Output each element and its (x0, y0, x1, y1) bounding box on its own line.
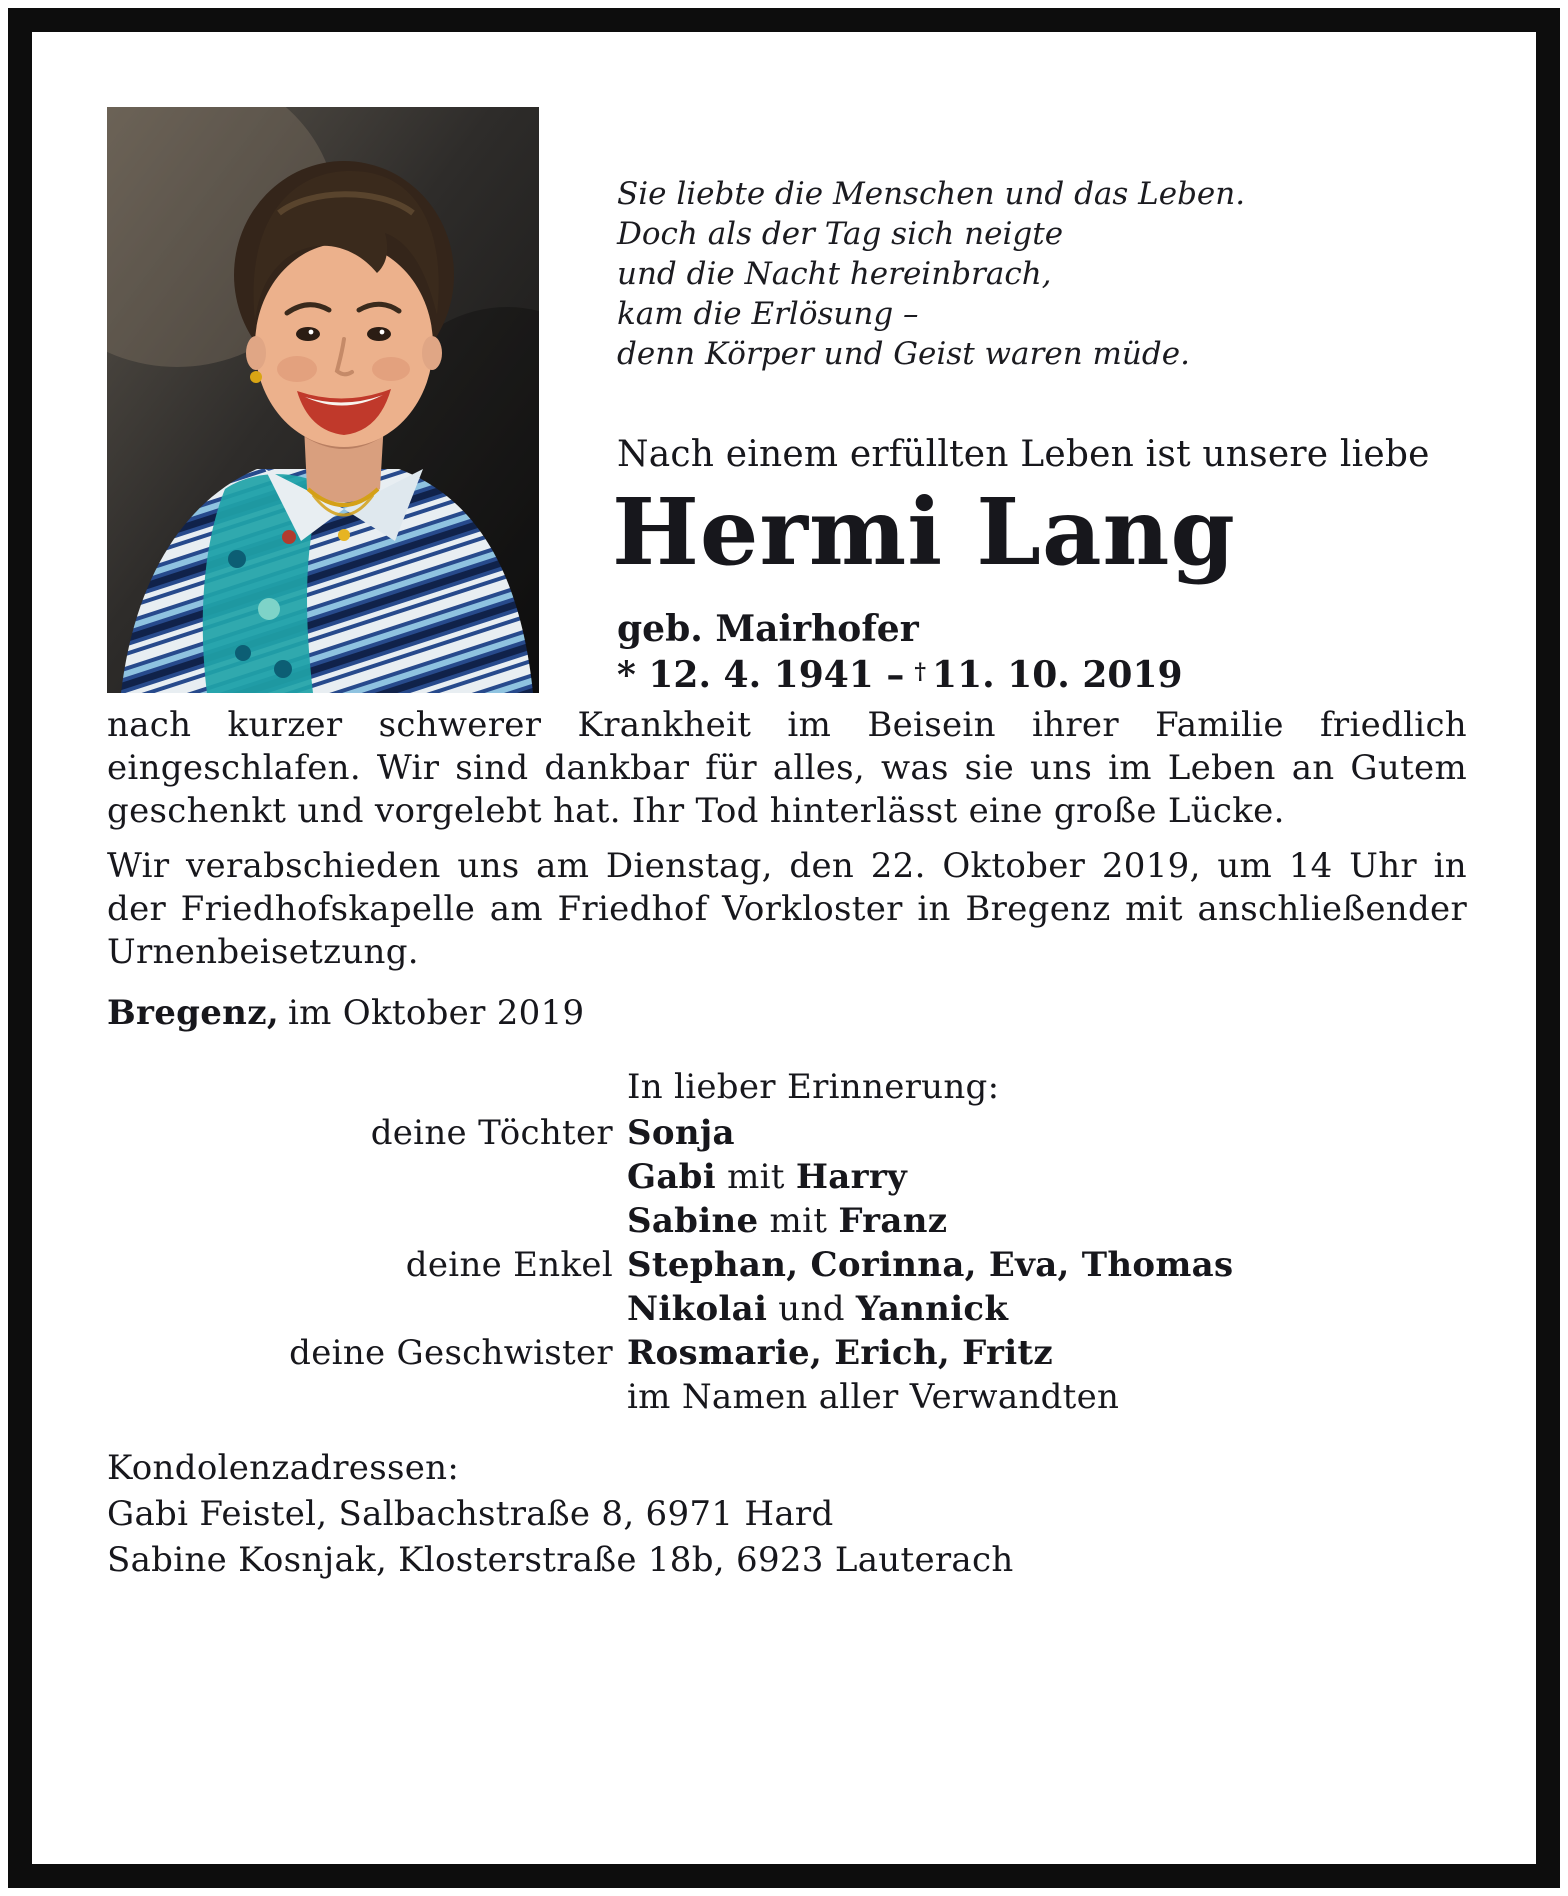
memorial-poem (617, 174, 1245, 374)
portrait-illustration (107, 107, 539, 693)
place-city: Bregenz, (107, 993, 279, 1033)
memoriam-relation-label (107, 1287, 613, 1331)
memoriam-row (107, 1287, 1467, 1331)
announcement-body (107, 704, 1467, 1583)
poem-line: denn Körper und Geist waren müde. (617, 336, 1190, 372)
memoriam-section (107, 1065, 1467, 1419)
memoriam-row (107, 1243, 1467, 1287)
death-date: 11. 10. 2019 (932, 654, 1183, 696)
memoriam-row (107, 1331, 1467, 1375)
condolence-section (107, 1445, 1467, 1583)
paragraph-death: nach kurzer schwerer Krankheit im Beisein ihrer Familie friedlich eingeschlafen. Wir sind dankbar für alles, was sie uns im Leben an Gutem geschenkt und vorgelebt hat. Ihr Tod hinterlässt eine große Lücke. (107, 705, 1467, 831)
memoriam-names: Rosmarie, Erich, Fritz (627, 1333, 1054, 1373)
poem-line: und die Nacht hereinbrach, (617, 256, 1052, 292)
dagger-symbol: † (914, 658, 927, 685)
memoriam-relation-label: deine Töchter (370, 1113, 613, 1153)
memoriam-names: Sonja (627, 1113, 735, 1153)
memoriam-relation-label: deine Enkel (405, 1245, 613, 1285)
condolence-address: Gabi Feistel, Salbachstraße 8, 6971 Hard (107, 1494, 834, 1534)
memoriam-row (107, 1375, 1467, 1419)
birth-date: * 12. 4. 1941 – (617, 654, 905, 696)
memoriam-names: Gabi mit Harry (627, 1157, 908, 1197)
memoriam-relation-label: deine Geschwister (289, 1333, 613, 1373)
memoriam-relation-label (107, 1375, 613, 1419)
poem-line: kam die Erlösung – (617, 296, 919, 332)
memoriam-row (107, 1111, 1467, 1155)
obituary-sheet (8, 8, 1560, 1888)
memoriam-names: im Namen aller Verwandten (627, 1377, 1120, 1417)
condolence-heading: Kondolenzadressen: (107, 1448, 460, 1488)
memoriam-relation-label (107, 1155, 613, 1199)
memoriam-rows (107, 1111, 1467, 1419)
place-month: im Oktober 2019 (287, 993, 585, 1033)
memoriam-row (107, 1155, 1467, 1199)
paragraph-farewell: Wir verabschieden uns am Dienstag, den 22. Oktober 2019, um 14 Uhr in der Friedhofskapelle am Friedhof Vorkloster in Bregenz mit anschließender Urnenbeisetzung. (107, 846, 1467, 972)
memoriam-names: Nikolai und Yannick (627, 1289, 1009, 1329)
memoriam-names: Stephan, Corinna, Eva, Thomas (627, 1245, 1234, 1285)
deceased-name: Hermi Lang (612, 478, 1236, 586)
place-date-line (107, 992, 1467, 1035)
life-dates (617, 654, 1183, 696)
poem-line: Doch als der Tag sich neigte (617, 216, 1064, 252)
portrait-photo (107, 107, 539, 693)
maiden-name: geb. Mairhofer (617, 608, 919, 650)
condolence-address: Sabine Kosnjak, Klosterstraße 18b, 6923 Lauterach (107, 1540, 1014, 1580)
memoriam-names: Sabine mit Franz (627, 1201, 948, 1241)
poem-line: Sie liebte die Menschen und das Leben. (617, 176, 1246, 212)
intro-line: Nach einem erfüllten Leben ist unsere liebe (617, 434, 1430, 475)
memoriam-relation-label (107, 1199, 613, 1243)
memoriam-heading: In lieber Erinnerung: (627, 1067, 1000, 1107)
memoriam-row (107, 1199, 1467, 1243)
